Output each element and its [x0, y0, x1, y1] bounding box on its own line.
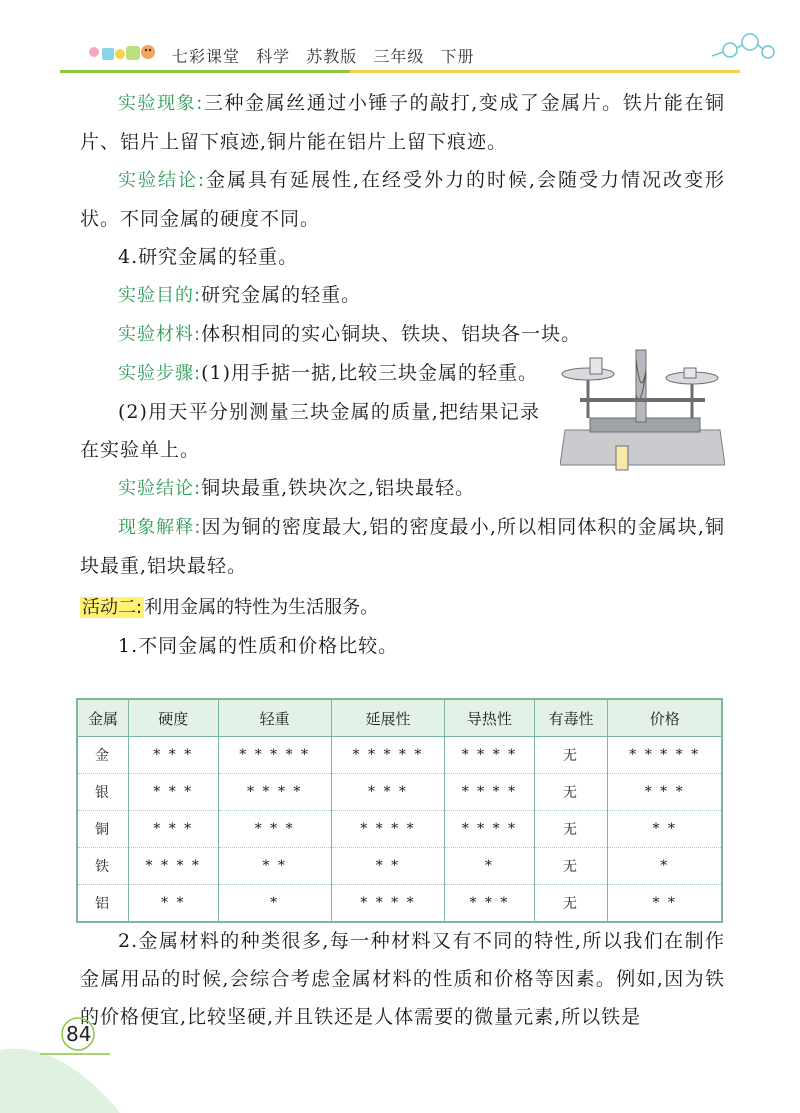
paragraph-purpose [80, 276, 725, 315]
header-line-yellow [350, 70, 740, 73]
section-label: 实验现象: [118, 93, 204, 114]
section-label: 实验步骤: [118, 363, 202, 384]
paragraph-steps-2 [80, 393, 540, 469]
header-toxicity: 有毒性 [534, 699, 608, 737]
table-cell: * * * [128, 811, 218, 848]
paragraph-text: (1)用手掂一掂,比较三块金属的轻重。 [201, 362, 539, 384]
table-cell: 无 [534, 774, 608, 811]
table-cell: * [218, 885, 331, 923]
table-cell: * * * * * [218, 737, 331, 774]
paragraph-conclusion [80, 161, 725, 238]
table-cell: 金 [77, 737, 128, 774]
table-cell: * * * * [445, 774, 535, 811]
table-cell: * * * * [128, 848, 218, 885]
paragraph-text: 三种金属丝通过小锤子的敲打,变成了金属片。铁片能在铜片、铝片上留下痕迹,铜片能在铝片上留下痕迹。 [80, 92, 725, 153]
header-series: 七彩课堂 [172, 47, 241, 66]
table-cell: 铁 [77, 848, 128, 885]
paragraph-phenomenon [80, 84, 725, 161]
header-price: 价格 [608, 699, 722, 737]
paragraph-step-heading [80, 238, 725, 276]
table-cell: * * * * [331, 811, 444, 848]
table-cell: 无 [534, 737, 608, 774]
header-ductility: 延展性 [331, 699, 444, 737]
table-cell: * * [608, 885, 722, 923]
table-cell: * * * [445, 885, 535, 923]
header-grade: 三年级 [373, 47, 425, 66]
paragraph-text: 研究金属的轻重。 [201, 284, 362, 306]
table-cell: * [608, 848, 722, 885]
activity-label: 活动二: [82, 597, 143, 618]
paragraph-text: 1.不同金属的性质和价格比较。 [118, 635, 399, 657]
table-cell: * * * * * [331, 737, 444, 774]
metal-comparison-table [76, 698, 723, 923]
table-cell: * * [608, 811, 722, 848]
header-conductivity: 导热性 [445, 699, 535, 737]
table-row [77, 774, 722, 811]
header-title [172, 44, 484, 67]
page-number: 84 [66, 1022, 92, 1046]
section-label: 实验结论: [118, 170, 206, 191]
table-cell: 无 [534, 848, 608, 885]
activity-heading [80, 589, 725, 627]
table-row [77, 848, 722, 885]
header-metal: 金属 [77, 699, 128, 737]
header-volume: 下册 [440, 47, 475, 66]
table-cell: * [445, 848, 535, 885]
table-cell: 铜 [77, 811, 128, 848]
header-hardness: 硬度 [128, 699, 218, 737]
table-header-row [77, 699, 722, 737]
activity-text: 利用金属的特性为生活服务。 [144, 597, 379, 618]
table-cell: * * * [128, 737, 218, 774]
table-row [77, 811, 722, 848]
paragraph-explanation [80, 508, 725, 585]
header-subject: 科学 [256, 47, 291, 66]
table-cell: * * * * [445, 811, 535, 848]
paragraph-text: (2)用天平分别测量三块金属的质量,把结果记录在实验单上。 [80, 401, 540, 461]
table-cell: 铝 [77, 885, 128, 923]
page-corner-decoration [0, 1010, 200, 1113]
table-cell: 无 [534, 811, 608, 848]
table-row [77, 885, 722, 923]
section-label: 现象解释: [118, 517, 202, 538]
table-cell: 银 [77, 774, 128, 811]
table-cell: * * [331, 848, 444, 885]
table-row [77, 737, 722, 774]
paragraph-closing: 2.金属材料的种类很多,每一种材料又有不同的特性,所以我们在制作金属用品的时候,会综合考虑金属材料的性质和价格等因素。例如,因为铁的价格便宜,比较坚硬,并且铁还是人体需要的微量元素,所以铁是 [80, 930, 725, 1028]
paragraph-text: 金属具有延展性,在经受外力的时候,会随受力情况改变形状。不同金属的硬度不同。 [80, 169, 725, 230]
table-cell: * * * [218, 811, 331, 848]
table-intro [80, 627, 725, 665]
section-label: 实验目的: [118, 285, 202, 306]
table-cell: * * [128, 885, 218, 923]
table-cell: * * * [128, 774, 218, 811]
header-edition: 苏教版 [306, 47, 358, 66]
kids-logo-icon [86, 40, 158, 66]
paragraph-text: 因为铜的密度最大,铝的密度最小,所以相同体积的金属块,铜块最重,铝块最轻。 [80, 516, 725, 577]
table-cell: * * * * [445, 737, 535, 774]
balance-scale-image [560, 340, 725, 475]
section-label: 实验结论: [118, 478, 202, 499]
table-cell: * * * [331, 774, 444, 811]
header-line-green [60, 70, 350, 73]
table-cell: 无 [534, 885, 608, 923]
paragraph-text: 4.研究金属的轻重。 [118, 246, 299, 268]
molecule-icon [712, 26, 782, 66]
section-label: 实验材料: [118, 324, 202, 345]
paragraph-steps-1 [80, 354, 540, 393]
table-cell: * * * [608, 774, 722, 811]
table-cell: * * * * [218, 774, 331, 811]
table-cell: * * * * [331, 885, 444, 923]
page-header [0, 0, 800, 80]
table-cell: * * [218, 848, 331, 885]
paragraph-text: 铜块最重,铁块次之,铝块最轻。 [201, 477, 476, 499]
table-cell: * * * * * [608, 737, 722, 774]
paragraph-text: 体积相同的实心铜块、铁块、铝块各一块。 [201, 323, 582, 345]
header-weight: 轻重 [218, 699, 331, 737]
